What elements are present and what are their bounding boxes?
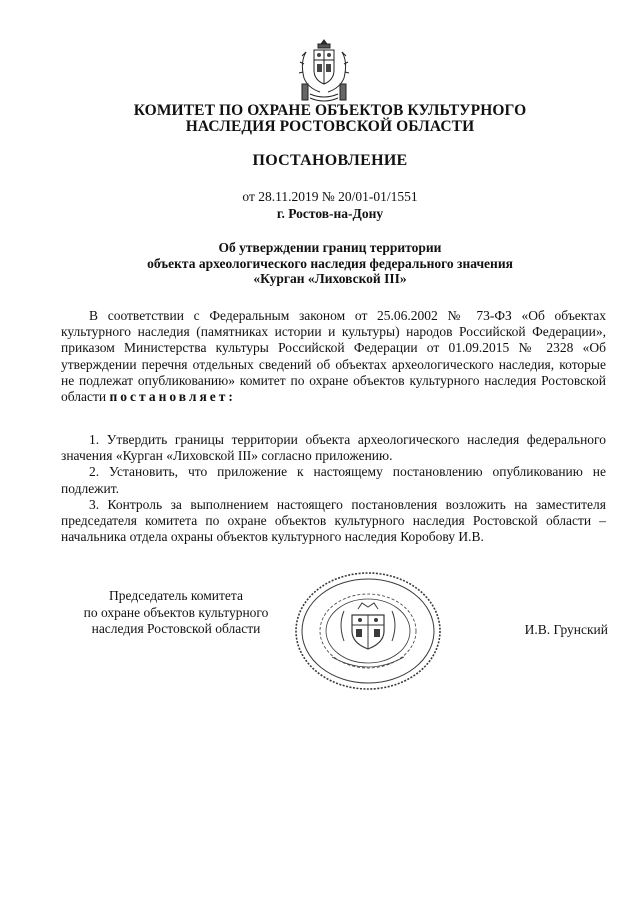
org-line-2: НАСЛЕДИЯ РОСТОВСКОЙ ОБЛАСТИ (185, 118, 475, 135)
signatory-title-line-2: по охране объектов культурного (83, 604, 269, 620)
item-1: 1. Утвердить границы территории объекта археологического наследия федерального значения «Курган «Лиховской III» согласно приложению. (61, 432, 606, 464)
intro-paragraph (61, 308, 606, 405)
signatory-title (61, 588, 291, 638)
city-name: г. Ростов-на-Дону (276, 206, 384, 221)
coat-of-arms-icon (296, 38, 352, 104)
subject-line-2: объекта археологического наследия федерального значения (147, 255, 513, 271)
document-type-title: ПОСТАНОВЛЕНИЕ (252, 152, 408, 169)
signatory-name: И.В. Грунский (524, 622, 608, 637)
official-seal-stamp (292, 569, 444, 693)
resolves-keyword: постановляет: (109, 389, 236, 405)
organization-name (60, 103, 600, 135)
item-3: 3. Контроль за выполнением настоящего постановления возложить на заместителя председателя комитета по охране объектов культурного наследия Ростовской области – начальника отдела охраны объектов культурного наследия Коробову И.В. (61, 496, 606, 545)
resolution-items (61, 432, 606, 545)
subject-line-3: «Курган «Лиховской III» (253, 271, 407, 286)
signatory-title-line-1: Председатель комитета (109, 588, 243, 603)
org-line-1: КОМИТЕТ ПО ОХРАНЕ ОБЪЕКТОВ КУЛЬТУРНОГО (133, 102, 527, 119)
document-subject (60, 240, 600, 287)
signatory-title-line-3: наследия Ростовской области (91, 621, 261, 636)
date-and-number: от 28.11.2019 № 20/01-01/1551 (242, 189, 418, 204)
subject-line-1: Об утверждении границ территории (218, 240, 442, 255)
item-2: 2. Установить, что приложение к настоящему постановлению опубликованию не подлежит. (61, 464, 606, 496)
intro-text: В соответствии с Федеральным законом от 25.06.2002 № 73-ФЗ «Об объектах культурного наследия (памятниках истории и культуры) народов Российской Федерации», приказом Министерства культуры Российской Федерации от 01.09.2015 № 2328 «Об утверждении перечня отдельных сведений об объектах археологического наследия, которые не подлежат опубликованию» комитет по охране объектов культурного наследия Ростовской области (61, 308, 606, 405)
